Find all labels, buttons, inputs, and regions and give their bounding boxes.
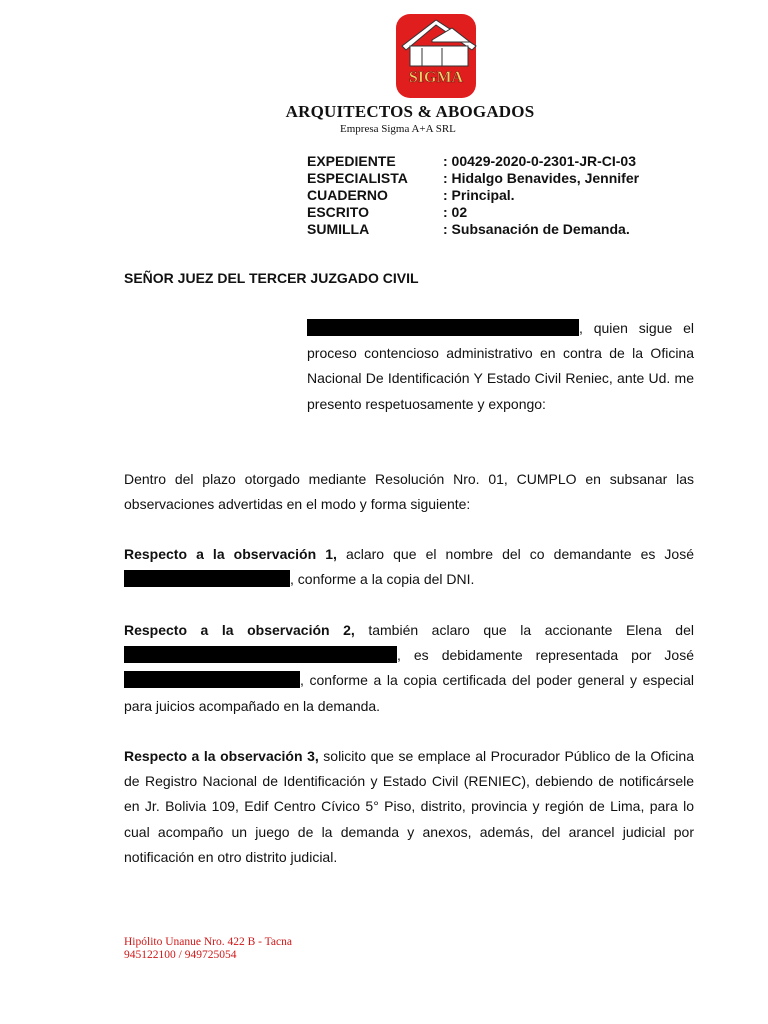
case-row-expediente bbox=[307, 153, 639, 170]
footer-phones: 945122100 / 949725054 bbox=[124, 949, 237, 961]
case-value: : Principal. bbox=[443, 187, 515, 203]
footer-address: Hipólito Unanue Nro. 422 B - Tacna bbox=[124, 936, 292, 948]
observation-text: , conforme a la copia del DNI. bbox=[290, 571, 475, 588]
paragraph-observation-3 bbox=[124, 744, 694, 870]
case-key: ESPECIALISTA bbox=[307, 170, 408, 186]
case-info bbox=[307, 153, 639, 238]
redaction-bar bbox=[307, 319, 579, 336]
addressee: SEÑOR JUEZ DEL TERCER JUZGADO CIVIL bbox=[124, 270, 419, 286]
case-key: CUADERNO bbox=[307, 187, 388, 203]
intro-text: , quien sigue el proceso contencioso administrativo en contra de la Oficina Nacional De Identificación Y Estado Civil Reniec, ante Ud. me presento respetuosamente y expongo: bbox=[307, 320, 694, 412]
observation-heading: Respecto a la observación 2, bbox=[124, 622, 355, 638]
logo-text: SIGMA bbox=[408, 69, 464, 86]
redaction-bar bbox=[124, 671, 300, 688]
firm-name: ARQUITECTOS & ABOGADOS bbox=[285, 102, 535, 121]
case-value: : 02 bbox=[443, 204, 468, 220]
case-key: EXPEDIENTE bbox=[307, 153, 396, 169]
observation-text: , conforme a la copia certificada del poder general y especial para juicios acompañado en la demanda. bbox=[124, 672, 694, 714]
paragraph-observation-1 bbox=[124, 542, 694, 592]
paragraph-plazo: Dentro del plazo otorgado mediante Resolución Nro. 01, CUMPLO en subsanar las observaciones advertidas en el modo y forma siguiente: bbox=[124, 471, 694, 513]
case-value: : Subsanación de Demanda. bbox=[443, 221, 630, 237]
redaction-bar bbox=[124, 570, 290, 587]
case-row-especialista bbox=[307, 170, 639, 187]
case-key: ESCRITO bbox=[307, 204, 369, 220]
redaction-bar bbox=[124, 646, 397, 663]
observation-text: aclaro que el nombre del co demandante es José bbox=[336, 546, 694, 562]
observation-text: también aclaro que la accionante Elena del bbox=[354, 622, 694, 638]
observation-heading: Respecto a la observación 3, bbox=[124, 748, 319, 764]
case-row-sumilla bbox=[307, 221, 639, 238]
case-value: : Hidalgo Benavides, Jennifer bbox=[443, 170, 640, 186]
observation-heading: Respecto a la observación 1, bbox=[124, 546, 337, 562]
intro-paragraph bbox=[307, 316, 694, 417]
case-key: SUMILLA bbox=[307, 221, 370, 237]
sigma-logo bbox=[392, 10, 480, 102]
paragraph-observation-2 bbox=[124, 618, 694, 719]
footer-contact bbox=[124, 936, 292, 962]
case-value: : 00429-2020-0-2301-JR-CI-03 bbox=[443, 153, 636, 169]
case-row-escrito bbox=[307, 204, 639, 221]
observation-text: , es debidamente representada por José bbox=[397, 647, 694, 664]
case-row-cuaderno bbox=[307, 187, 639, 204]
observation-text: solicito que se emplace al Procurador Público de la Oficina de Registro Nacional de Identificación y Estado Civil (RENIEC), debiendo de notificársele en Jr. Bolivia 109, Edif Centro Cívico 5° Piso, distrito, provincia y región de Lima, para lo cual acompaño un juego de la demanda y anexos, además, del arancel judicial por notificación en otro distrito judicial. bbox=[124, 748, 694, 865]
firm-subtitle: Empresa Sigma A+A SRL bbox=[340, 123, 456, 135]
